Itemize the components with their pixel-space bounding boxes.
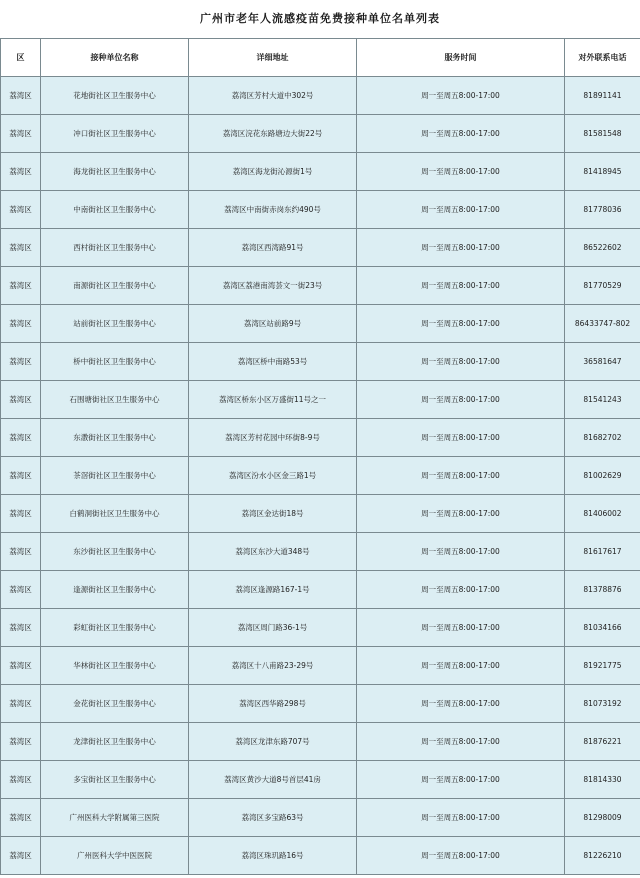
table-row: [1, 647, 640, 685]
cell-site-name: 冲口街社区卫生服务中心: [41, 115, 189, 153]
cell-service-hours: 周一至周五8:00-17:00: [357, 571, 565, 609]
table-row: [1, 267, 640, 305]
cell-phone: 81770529: [565, 267, 640, 305]
cell-phone: 81921775: [565, 647, 640, 685]
cell-service-hours: 周一至周五8:00-17:00: [357, 647, 565, 685]
table-row: [1, 609, 640, 647]
table-row: [1, 153, 640, 191]
cell-district: 荔湾区: [1, 609, 41, 647]
cell-service-hours: 周一至周五8:00-17:00: [357, 229, 565, 267]
header-site-name: 接种单位名称: [41, 39, 189, 77]
cell-address: 荔湾区金达街18号: [189, 495, 357, 533]
cell-phone: 81073192: [565, 685, 640, 723]
cell-service-hours: 周一至周五8:00-17:00: [357, 723, 565, 761]
cell-address: 荔湾区黄沙大道8号首层41房: [189, 761, 357, 799]
cell-phone: 81406002: [565, 495, 640, 533]
cell-service-hours: 周一至周五8:00-17:00: [357, 381, 565, 419]
cell-service-hours: 周一至周五8:00-17:00: [357, 343, 565, 381]
cell-district: 荔湾区: [1, 229, 41, 267]
cell-district: 荔湾区: [1, 685, 41, 723]
cell-phone: 81418945: [565, 153, 640, 191]
cell-address: 荔湾区十八甫路23-29号: [189, 647, 357, 685]
table-body: [1, 77, 640, 875]
cell-phone: 81002629: [565, 457, 640, 495]
cell-district: 荔湾区: [1, 647, 41, 685]
table-row: [1, 229, 640, 267]
cell-phone: 81617617: [565, 533, 640, 571]
cell-service-hours: 周一至周五8:00-17:00: [357, 837, 565, 875]
cell-district: 荔湾区: [1, 419, 41, 457]
cell-address: 荔湾区西湾路91号: [189, 229, 357, 267]
cell-site-name: 东漖街社区卫生服务中心: [41, 419, 189, 457]
cell-site-name: 南源街社区卫生服务中心: [41, 267, 189, 305]
cell-site-name: 华林街社区卫生服务中心: [41, 647, 189, 685]
cell-service-hours: 周一至周五8:00-17:00: [357, 153, 565, 191]
cell-site-name: 中南街社区卫生服务中心: [41, 191, 189, 229]
table-row: [1, 191, 640, 229]
cell-district: 荔湾区: [1, 799, 41, 837]
cell-address: 荔湾区桥中南路53号: [189, 343, 357, 381]
table-row: [1, 457, 640, 495]
table-row: [1, 381, 640, 419]
cell-address: 荔湾区龙津东路707号: [189, 723, 357, 761]
cell-district: 荔湾区: [1, 723, 41, 761]
cell-district: 荔湾区: [1, 343, 41, 381]
cell-site-name: 西村街社区卫生服务中心: [41, 229, 189, 267]
cell-district: 荔湾区: [1, 571, 41, 609]
cell-district: 荔湾区: [1, 305, 41, 343]
table-row: [1, 495, 640, 533]
cell-address: 荔湾区汾水小区金三路1号: [189, 457, 357, 495]
table-row: [1, 571, 640, 609]
cell-site-name: 广州医科大学附属第三医院: [41, 799, 189, 837]
cell-district: 荔湾区: [1, 191, 41, 229]
table-row: [1, 723, 640, 761]
cell-phone: 81298009: [565, 799, 640, 837]
cell-district: 荔湾区: [1, 153, 41, 191]
cell-address: 荔湾区芳村大道中302号: [189, 77, 357, 115]
cell-site-name: 茶滘街社区卫生服务中心: [41, 457, 189, 495]
cell-service-hours: 周一至周五8:00-17:00: [357, 495, 565, 533]
header-district: 区: [1, 39, 41, 77]
header-phone: 对外联系电话: [565, 39, 640, 77]
table-row: [1, 761, 640, 799]
cell-district: 荔湾区: [1, 457, 41, 495]
cell-district: 荔湾区: [1, 495, 41, 533]
cell-service-hours: 周一至周五8:00-17:00: [357, 457, 565, 495]
cell-site-name: 广州医科大学中医医院: [41, 837, 189, 875]
cell-site-name: 桥中街社区卫生服务中心: [41, 343, 189, 381]
cell-service-hours: 周一至周五8:00-17:00: [357, 419, 565, 457]
cell-site-name: 东沙街社区卫生服务中心: [41, 533, 189, 571]
cell-service-hours: 周一至周五8:00-17:00: [357, 533, 565, 571]
cell-phone: 81682702: [565, 419, 640, 457]
cell-site-name: 彩虹街社区卫生服务中心: [41, 609, 189, 647]
cell-address: 荔湾区西华路298号: [189, 685, 357, 723]
cell-phone: 81226210: [565, 837, 640, 875]
cell-phone: 81034166: [565, 609, 640, 647]
table-row: [1, 837, 640, 875]
cell-phone: 81581548: [565, 115, 640, 153]
cell-address: 荔湾区中南街赤岗东约490号: [189, 191, 357, 229]
cell-district: 荔湾区: [1, 77, 41, 115]
cell-phone: 81378876: [565, 571, 640, 609]
cell-phone: 81778036: [565, 191, 640, 229]
header-address: 详细地址: [189, 39, 357, 77]
table-row: [1, 305, 640, 343]
cell-service-hours: 周一至周五8:00-17:00: [357, 267, 565, 305]
table-row: [1, 685, 640, 723]
cell-district: 荔湾区: [1, 267, 41, 305]
header-service-hours: 服务时间: [357, 39, 565, 77]
cell-phone: 81541243: [565, 381, 640, 419]
table-row: [1, 533, 640, 571]
cell-service-hours: 周一至周五8:00-17:00: [357, 609, 565, 647]
vaccination-sites-table: [0, 38, 640, 875]
cell-district: 荔湾区: [1, 115, 41, 153]
cell-district: 荔湾区: [1, 761, 41, 799]
cell-address: 荔湾区东沙大道348号: [189, 533, 357, 571]
cell-district: 荔湾区: [1, 837, 41, 875]
cell-service-hours: 周一至周五8:00-17:00: [357, 77, 565, 115]
cell-phone: 86522602: [565, 229, 640, 267]
cell-site-name: 花地街社区卫生服务中心: [41, 77, 189, 115]
table-row: [1, 419, 640, 457]
table-row: [1, 343, 640, 381]
cell-address: 荔湾区周门路36-1号: [189, 609, 357, 647]
table-row: [1, 115, 640, 153]
cell-district: 荔湾区: [1, 533, 41, 571]
cell-site-name: 石围塘街社区卫生服务中心: [41, 381, 189, 419]
cell-site-name: 金花街社区卫生服务中心: [41, 685, 189, 723]
cell-phone: 86433747-802: [565, 305, 640, 343]
cell-site-name: 多宝街社区卫生服务中心: [41, 761, 189, 799]
cell-service-hours: 周一至周五8:00-17:00: [357, 799, 565, 837]
table-row: [1, 77, 640, 115]
cell-service-hours: 周一至周五8:00-17:00: [357, 305, 565, 343]
cell-phone: 36581647: [565, 343, 640, 381]
cell-site-name: 逢源街社区卫生服务中心: [41, 571, 189, 609]
table-row: [1, 799, 640, 837]
cell-phone: 81814330: [565, 761, 640, 799]
cell-service-hours: 周一至周五8:00-17:00: [357, 761, 565, 799]
cell-site-name: 海龙街社区卫生服务中心: [41, 153, 189, 191]
cell-service-hours: 周一至周五8:00-17:00: [357, 115, 565, 153]
cell-district: 荔湾区: [1, 381, 41, 419]
cell-phone: 81876221: [565, 723, 640, 761]
cell-address: 荔湾区芳村花园中环街8-9号: [189, 419, 357, 457]
page-title: 广州市老年人流感疫苗免费接种单位名单列表: [200, 12, 440, 25]
cell-address: 荔湾区荔港南湾荟文一街23号: [189, 267, 357, 305]
cell-address: 荔湾区站前路9号: [189, 305, 357, 343]
cell-service-hours: 周一至周五8:00-17:00: [357, 685, 565, 723]
table-header-row: [1, 39, 640, 77]
cell-address: 荔湾区逢源路167-1号: [189, 571, 357, 609]
cell-address: 荔湾区珠玑路16号: [189, 837, 357, 875]
cell-address: 荔湾区浣花东路塘边大街22号: [189, 115, 357, 153]
cell-address: 荔湾区桥东小区万盛街11号之一: [189, 381, 357, 419]
cell-phone: 81891141: [565, 77, 640, 115]
cell-site-name: 龙津街社区卫生服务中心: [41, 723, 189, 761]
cell-site-name: 站前街社区卫生服务中心: [41, 305, 189, 343]
cell-address: 荔湾区海龙街沁源街1号: [189, 153, 357, 191]
cell-address: 荔湾区多宝路63号: [189, 799, 357, 837]
cell-service-hours: 周一至周五8:00-17:00: [357, 191, 565, 229]
cell-site-name: 白鹤洞街社区卫生服务中心: [41, 495, 189, 533]
